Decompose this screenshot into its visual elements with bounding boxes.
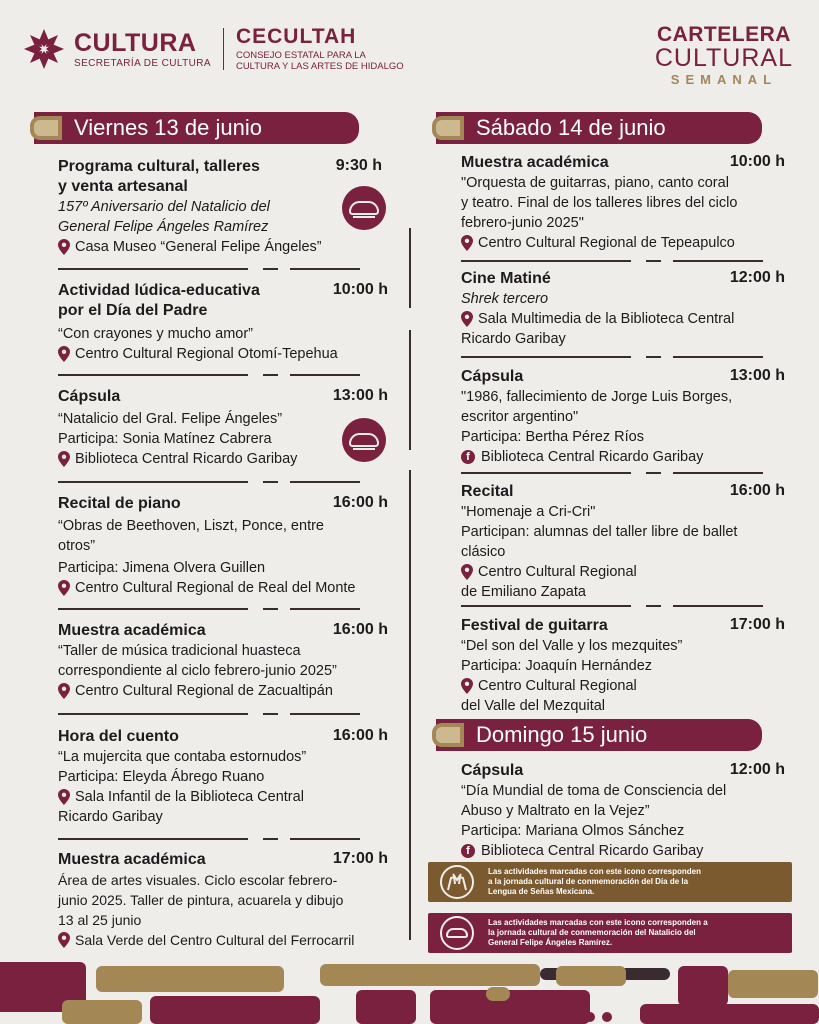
venue-text: Sala Verde del Centro Cultural del Ferrocarril [75, 932, 355, 948]
event-time: 13:00 h [332, 387, 388, 404]
friday-event-2 [58, 281, 388, 364]
venue-text: Centro Cultural Regional Otomí-Tepehua [75, 346, 338, 362]
event-title: Cine Matiné [461, 270, 551, 287]
venue-text: Casa Museo “General Felipe Ángeles” [75, 239, 322, 255]
venue-text: Centro Cultural Regional de Real del Monte [75, 580, 356, 596]
event-description: “Día Mundial de toma de Consciencia del [461, 783, 727, 799]
event-venue [58, 449, 388, 469]
location-pin-icon [58, 789, 70, 805]
location-pin-icon [461, 564, 473, 580]
event-time: 17:00 h [729, 616, 785, 633]
event-venue [461, 676, 791, 696]
event-participant: Participa: Sonia Matínez Cabrera [58, 431, 272, 447]
header-logos [22, 26, 404, 72]
venue-text: Biblioteca Central Ricardo Garibay [481, 449, 704, 465]
event-participant: Participa: Bertha Pérez Ríos [461, 429, 644, 445]
venue-text: Centro Cultural Regional [478, 678, 637, 694]
event-participant: clásico [461, 544, 506, 560]
event-venue [58, 681, 388, 701]
event-time: 10:00 h [332, 281, 388, 298]
event-separator [58, 608, 360, 610]
event-title: Programa cultural, talleres [58, 158, 260, 175]
event-time: 13:00 h [729, 367, 785, 384]
event-separator [461, 260, 763, 262]
venue-text-continued: Ricardo Garibay [461, 331, 566, 347]
friday-banner [34, 112, 359, 144]
venue-text: Sala Multimedia de la Biblioteca Central [478, 311, 735, 327]
event-description: "Orquesta de guitarras, piano, canto coral [461, 175, 729, 191]
saturday-event-3 [461, 367, 791, 467]
facebook-icon: f [461, 450, 475, 464]
note-text: Las actividades marcadas con este icono corresponden a [488, 918, 708, 927]
event-separator [58, 374, 360, 376]
event-description: correspondiente al ciclo febrero-junio 2025” [58, 663, 337, 679]
venue-text: Sala Infantil de la Biblioteca Central [75, 789, 304, 805]
event-time: 12:00 h [729, 269, 785, 286]
event-time: 16:00 h [332, 494, 388, 511]
banner-tab-decoration [432, 723, 464, 747]
event-description: y teatro. Final de los talleres libres del ciclo [461, 195, 738, 211]
venue-text-continued: del Valle del Mezquital [461, 698, 606, 714]
event-time: 16:00 h [729, 482, 785, 499]
cecultah-name: CECULTAH [235, 25, 357, 48]
logo-divider [223, 28, 224, 70]
event-separator [461, 356, 763, 358]
venue-text-continued: Ricardo Garibay [58, 809, 163, 825]
event-description: "1986, fallecimiento de Jorge Luis Borges, [461, 389, 733, 405]
note-text: Las actividades marcadas con este icono corresponden [488, 867, 701, 876]
event-description: “La mujercita que contaba estornudos” [58, 749, 307, 765]
event-title: Hora del cuento [58, 728, 179, 745]
location-pin-icon [58, 346, 70, 362]
sunday-banner [436, 719, 762, 751]
location-pin-icon [461, 311, 473, 327]
location-pin-icon [58, 239, 70, 255]
event-description: escritor argentino" [461, 409, 579, 425]
event-title: y venta artesanal [58, 178, 188, 195]
event-venue [58, 237, 388, 257]
event-time: 12:00 h [729, 761, 785, 778]
saturday-event-2 [461, 269, 791, 349]
event-venue [461, 841, 791, 861]
event-title: Cápsula [58, 388, 121, 405]
cartelera-line-2: CULTURAL [654, 44, 793, 72]
event-separator [58, 481, 360, 483]
event-title: por el Día del Padre [58, 302, 208, 319]
event-time: 9:30 h [335, 157, 382, 174]
event-participant: Participa: Joaquín Hernández [461, 658, 653, 674]
event-venue [58, 344, 388, 364]
note-text: la jornada cultural de conmemoración del Natalicio del [488, 928, 696, 937]
event-venue [461, 447, 791, 467]
cultura-name: CULTURA [74, 28, 197, 57]
saturday-event-4 [461, 482, 791, 602]
event-separator [461, 472, 763, 474]
venue-text: Biblioteca Central Ricardo Garibay [75, 451, 298, 467]
event-description: “Taller de música tradicional huasteca [58, 643, 301, 659]
saturday-banner [436, 112, 762, 144]
venue-text: Centro Cultural Regional [478, 564, 637, 580]
event-description: “Obras de Beethoven, Liszt, Ponce, entre [58, 518, 324, 534]
location-pin-icon [58, 451, 70, 467]
friday-label: Viernes 13 de junio [74, 115, 262, 140]
event-description: otros” [58, 538, 96, 554]
column-divider [409, 330, 411, 450]
event-venue [58, 578, 388, 598]
event-title: Cápsula [461, 368, 524, 385]
event-description: 157º Aniversario del Natalicio del [58, 199, 270, 215]
venue-text: Centro Cultural Regional de Zacualtipán [75, 683, 333, 699]
venue-text: Centro Cultural Regional de Tepeapulco [478, 235, 735, 251]
note-text: a la jornada cultural de conmemoración del Día de la [488, 877, 689, 886]
cecultah-subtitle-1: CONSEJO ESTATAL PARA LA [235, 50, 366, 61]
event-description: General Felipe Ángeles Ramírez [58, 219, 269, 235]
cartelera-line-3: SEMANAL [670, 72, 778, 87]
event-description: junio 2025. Taller de pintura, acuarela y dibujo [58, 892, 344, 908]
felipe-angeles-hat-badge-icon [342, 418, 386, 462]
facebook-icon: f [461, 844, 475, 858]
friday-event-5 [58, 621, 388, 701]
event-venue [58, 930, 388, 950]
event-description: “Con crayones y mucho amor” [58, 326, 254, 342]
felipe-angeles-note [428, 913, 792, 953]
sunday-label: Domingo 15 junio [476, 722, 648, 747]
note-text: Lengua de Señas Mexicana. [488, 887, 595, 896]
venue-text-continued: de Emiliano Zapata [461, 584, 586, 600]
cartelera-line-1: CARTELERA [656, 23, 791, 46]
location-pin-icon [58, 580, 70, 596]
event-title: Muestra académica [461, 154, 609, 171]
event-description: febrero-junio 2025" [461, 215, 584, 231]
friday-event-7 [58, 850, 388, 950]
event-time: 17:00 h [332, 850, 388, 867]
sunday-event-1 [461, 761, 791, 861]
banner-tab-decoration [30, 116, 62, 140]
saturday-event-1 [461, 153, 791, 253]
felipe-angeles-hat-icon [440, 916, 474, 950]
banner-tab-decoration [432, 116, 464, 140]
column-divider [409, 470, 411, 940]
venue-text: Biblioteca Central Ricardo Garibay [481, 843, 704, 859]
sign-language-note [428, 862, 792, 902]
event-title: Festival de guitarra [461, 617, 608, 634]
event-title: Recital de piano [58, 495, 181, 512]
cecultah-subtitle-2: CULTURA Y LAS ARTES DE HIDALGO [235, 61, 404, 72]
event-description: Abuso y Maltrato en la Vejez” [461, 803, 650, 819]
event-title: Muestra académica [58, 851, 206, 868]
saturday-event-5 [461, 616, 791, 716]
location-pin-icon [58, 932, 70, 948]
event-description: 13 al 25 junio [58, 912, 142, 928]
event-title: Actividad lúdica-educativa [58, 282, 260, 299]
friday-event-3 [58, 387, 388, 469]
felipe-angeles-hat-badge-icon [342, 186, 386, 230]
event-title: Cápsula [461, 762, 524, 779]
friday-event-4 [58, 494, 388, 598]
event-description: "Homenaje a Cri-Cri" [461, 504, 596, 520]
friday-event-1 [58, 157, 388, 257]
friday-event-6 [58, 727, 388, 827]
event-time: 16:00 h [332, 727, 388, 744]
event-separator [58, 268, 360, 270]
cultura-flower-logo-icon [22, 27, 66, 71]
location-pin-icon [461, 678, 473, 694]
note-text: General Felipe Ángeles Ramírez. [488, 938, 613, 947]
column-divider [409, 228, 411, 308]
event-separator [58, 838, 360, 840]
event-description: Shrek tercero [461, 291, 549, 307]
event-description: “Del son del Valle y los mezquites” [461, 638, 683, 654]
event-venue [461, 309, 791, 329]
event-description: “Natalicio del Gral. Felipe Ángeles” [58, 411, 283, 427]
event-venue [58, 787, 388, 807]
event-participant: Participa: Mariana Olmos Sánchez [461, 823, 685, 839]
event-participant: Participa: Eleyda Ábrego Ruano [58, 769, 265, 785]
saturday-label: Sábado 14 de junio [476, 115, 666, 140]
event-time: 16:00 h [332, 621, 388, 638]
event-time: 10:00 h [729, 153, 785, 170]
sign-language-hands-icon [440, 865, 474, 899]
location-pin-icon [58, 683, 70, 699]
event-separator [58, 713, 360, 715]
cartelera-title [655, 24, 793, 86]
cultura-subtitle: SECRETARÍA DE CULTURA [74, 57, 211, 69]
event-title: Muestra académica [58, 622, 206, 639]
event-venue [461, 562, 791, 582]
event-separator [461, 605, 763, 607]
event-venue [461, 233, 791, 253]
event-participant: Participa: Jimena Olvera Guillen [58, 560, 266, 576]
event-participant: Participan: alumnas del taller libre de ballet [461, 524, 738, 540]
location-pin-icon [461, 235, 473, 251]
event-title: Recital [461, 483, 514, 500]
event-description: Área de artes visuales. Ciclo escolar febrero- [58, 872, 338, 888]
